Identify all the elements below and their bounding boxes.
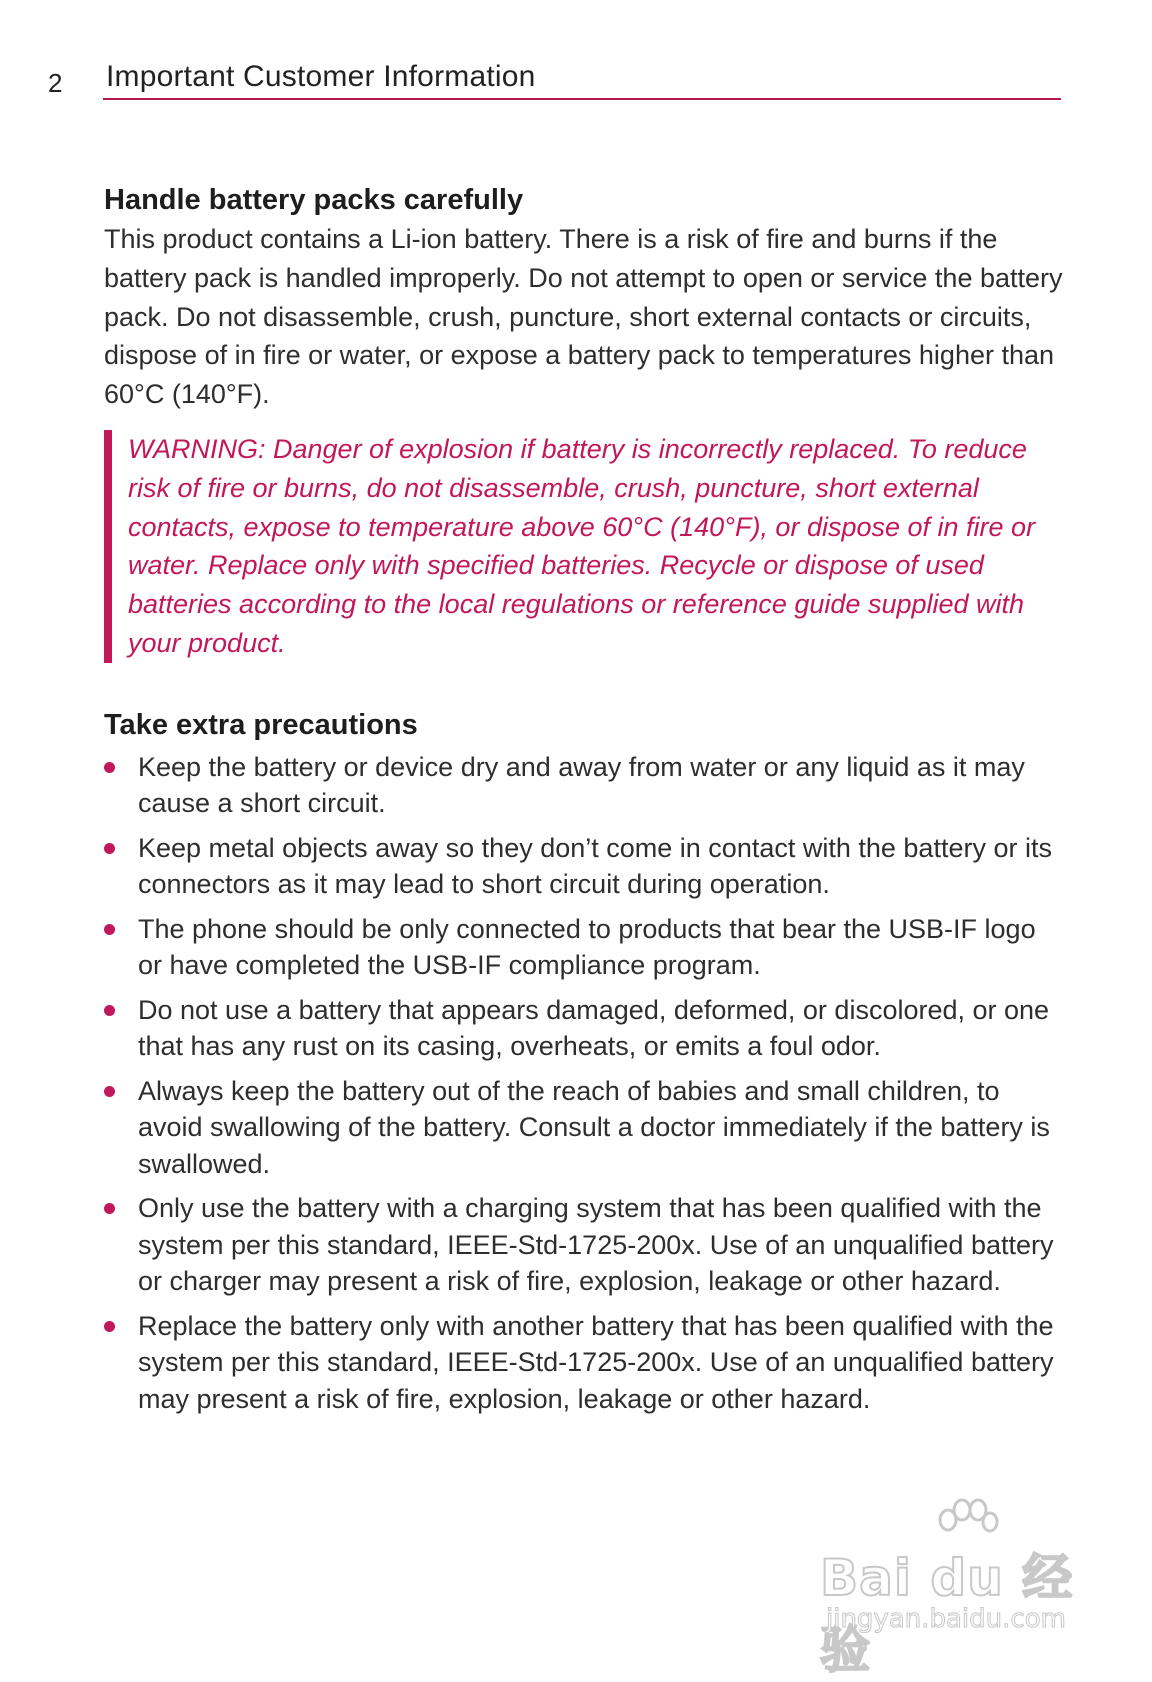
battery-paragraph: This product contains a Li-ion battery. There is a risk of fire and burns if the battery pack is handled improperly. Do not attempt to open or service the battery pack. Do not disassemble, crush, puncture, short external contacts or circuits, dispose of in fire or water, or expose a battery pack to temperatures higher than 60°C (140°F). bbox=[104, 224, 1063, 410]
bullet-dot-icon bbox=[104, 843, 115, 854]
section-heading-precautions: Take extra precautions bbox=[104, 708, 418, 741]
section-heading-battery: Handle battery packs carefully bbox=[104, 184, 524, 216]
list-item-text: The phone should be only connected to products that bear the USB-IF logo or have completed the USB-IF compliance program. bbox=[138, 913, 1036, 981]
list-item bbox=[104, 911, 1064, 984]
header-rule bbox=[103, 98, 1061, 100]
list-item bbox=[104, 749, 1064, 822]
bullet-dot-icon bbox=[104, 924, 115, 935]
bullet-dot-icon bbox=[104, 1321, 115, 1332]
list-item bbox=[104, 1190, 1064, 1300]
section-battery-handling bbox=[104, 180, 1064, 663]
list-item-text: Replace the battery only with another battery that has been qualified with the system per this standard, IEEE-Std-1725-200x. Use of an unqualified battery may present a risk of fire, explosion, leakage or other hazard. bbox=[138, 1310, 1054, 1414]
warning-callout bbox=[104, 430, 1064, 663]
list-item-text: Keep metal objects away so they don’t come in contact with the battery or its connectors as it may lead to short circuit during operation. bbox=[138, 832, 1052, 900]
bullet-dot-icon bbox=[104, 762, 115, 773]
list-item bbox=[104, 1073, 1064, 1183]
warning-text: WARNING: Danger of explosion if battery is incorrectly replaced. To reduce risk of fire or burns, do not disassemble, crush, puncture, short external contacts, expose to temperature above 60°C (140°F), or dispose of in fire or water. Replace only with specified batteries. Recycle or dispose of used batteries according to the local regulations or reference guide supplied with your product. bbox=[128, 433, 1036, 658]
page-content bbox=[104, 180, 1064, 1425]
bullet-dot-icon bbox=[104, 1005, 115, 1016]
bullet-dot-icon bbox=[104, 1086, 115, 1097]
watermark-logo: Bai du 经验 bbox=[820, 1549, 1074, 1679]
section-precautions bbox=[104, 705, 1064, 1418]
page-title: Important Customer Information bbox=[106, 60, 536, 93]
bullet-dot-icon bbox=[104, 1203, 115, 1214]
page-number: 2 bbox=[48, 68, 63, 98]
watermark-url: jingyan.baidu.com bbox=[826, 1604, 1066, 1634]
list-item-text: Only use the battery with a charging system that has been qualified with the system per this standard, IEEE-Std-1725-200x. Use of an unqualified battery or charger may present a risk of fire, explosion, leakage or other hazard. bbox=[138, 1193, 1054, 1297]
precautions-list bbox=[104, 749, 1064, 1418]
list-item bbox=[104, 830, 1064, 903]
list-item-text: Always keep the battery out of the reach of babies and small children, to avoid swallowing of the battery. Consult a doctor immediately if the battery is swallowed. bbox=[138, 1075, 1050, 1179]
list-item bbox=[104, 992, 1064, 1065]
list-item-text: Do not use a battery that appears damaged, deformed, or discolored, or one that has any rust on its casing, overheats, or emits a foul odor. bbox=[138, 994, 1050, 1062]
list-item-text: Keep the battery or device dry and away from water or any liquid as it may cause a short circuit. bbox=[138, 751, 1025, 819]
baidu-watermark bbox=[820, 1498, 1100, 1679]
list-item bbox=[104, 1308, 1064, 1418]
